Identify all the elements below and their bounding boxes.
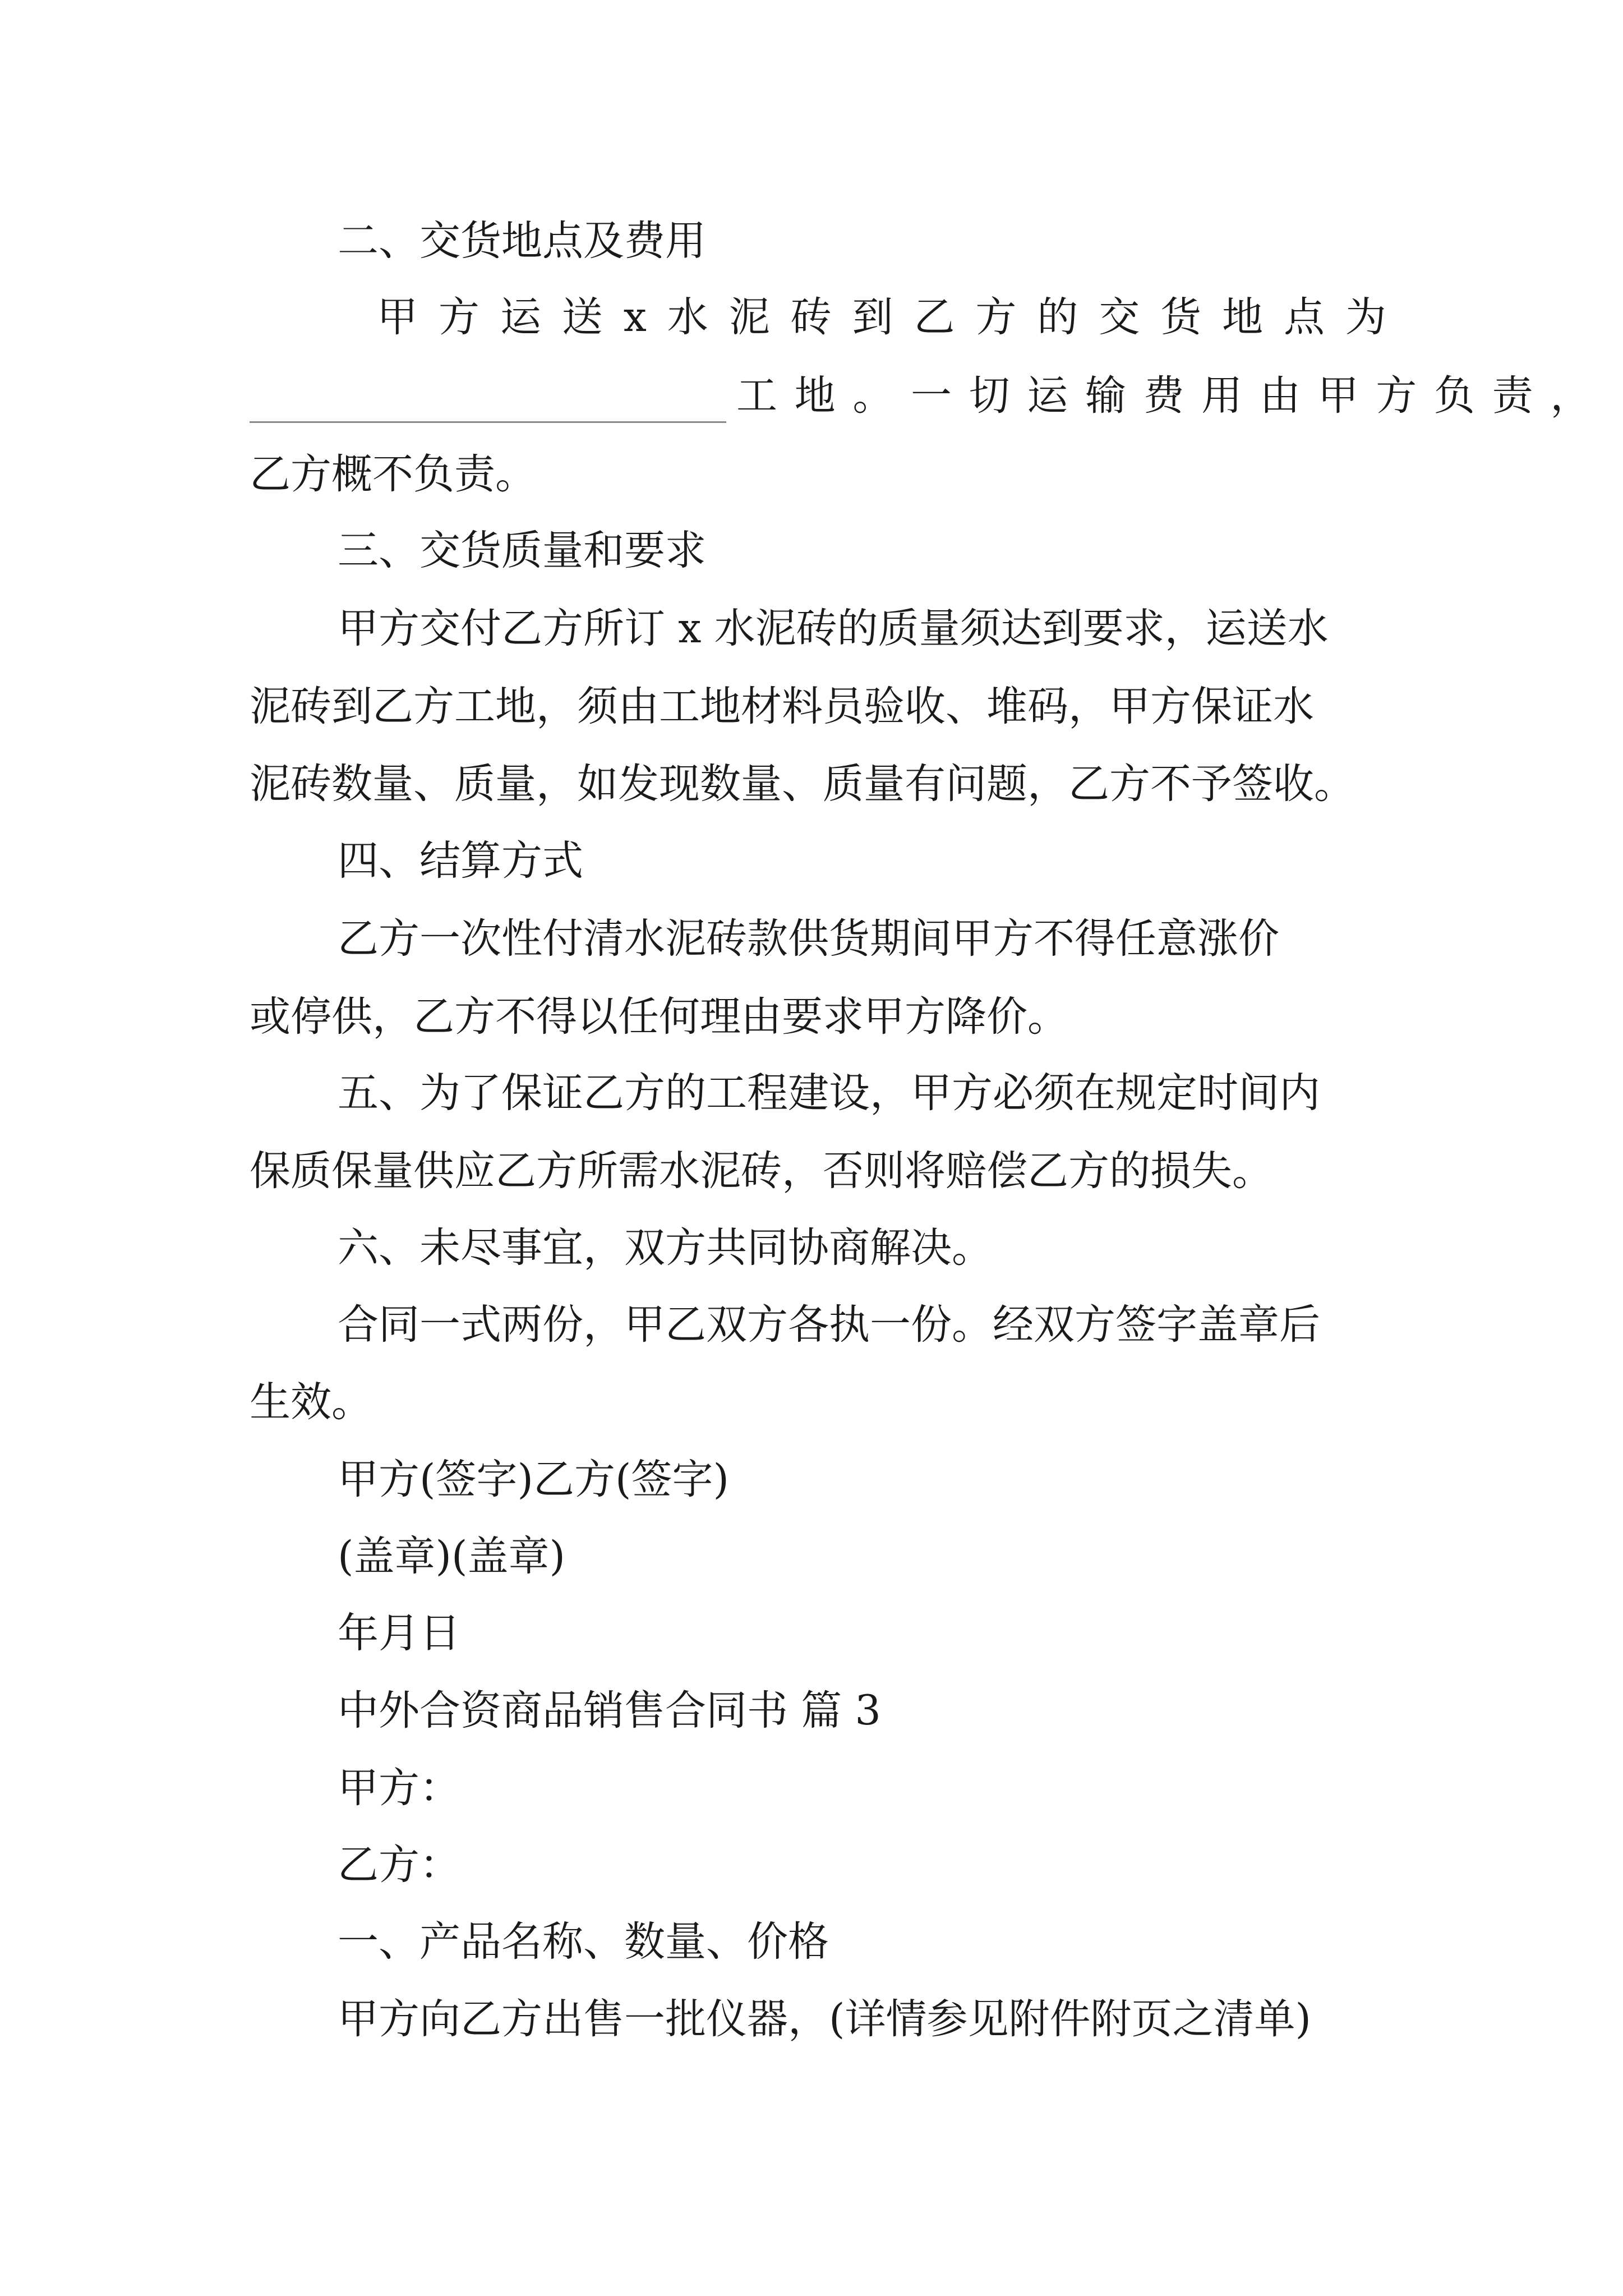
party-a-label: 甲方： [338,1764,460,1812]
party-b-label: 乙方： [338,1841,460,1889]
delivery-paragraph-line-2 [250,369,1608,423]
settlement-paragraph-line-1: 乙方一次性付清水泥砖款供货期间甲方不得任意涨价 [338,915,1279,963]
delivery-site-text: 工地。一切运输费用由甲方负责， [736,372,1608,420]
clause-five-line-1: 五、为了保证乙方的工程建设，甲方必须在规定时间内 [338,1069,1320,1117]
delivery-char: 地 [1222,293,1264,341]
delivery-char: 方 [438,293,479,341]
delivery-char: 方 [975,293,1017,341]
quality-paragraph-line-2: 泥砖到乙方工地，须由工地材料员验收、堆码，甲方保证水 [250,683,1314,730]
quality-paragraph-line-1: 甲方交付乙方所订 x 水泥砖的质量须达到要求，运送水 [338,605,1329,652]
delivery-paragraph-line-1 [377,291,1386,344]
signature-line: 甲方(签字)乙方(签字) [338,1456,729,1503]
section-heading-settlement: 四、结算方式 [338,837,583,885]
delivery-site-blank [250,388,726,423]
delivery-char: 水 [667,293,708,341]
product-paragraph-line-1: 甲方向乙方出售一批仪器，(详情参见附件附页之清单) [338,1995,1311,2043]
delivery-char: 交 [1099,293,1140,341]
delivery-char: 货 [1160,293,1202,341]
copies-clause-line-2: 生效。 [250,1378,372,1426]
date-line: 年月日 [338,1609,460,1657]
clause-six: 六、未尽事宜，双方共同协商解决。 [338,1224,993,1272]
delivery-paragraph-line-3: 乙方概不负责。 [250,450,536,498]
delivery-char: x [623,293,647,341]
delivery-char: 泥 [728,293,770,341]
clause-five-line-2: 保质保量供应乙方所需水泥砖，否则将赔偿乙方的损失。 [250,1147,1273,1195]
contract-title-part-3: 中外合资商品销售合同书 篇 3 [338,1687,881,1734]
settlement-paragraph-line-2: 或停供，乙方不得以任何理由要求甲方降价。 [250,993,1068,1041]
section-heading-product: 一、产品名称、数量、价格 [338,1918,829,1966]
delivery-char: 砖 [790,293,832,341]
delivery-char: 到 [852,293,893,341]
quality-paragraph-line-3: 泥砖数量、质量，如发现数量、质量有问题，乙方不予签收。 [250,760,1355,808]
copies-clause-line-1: 合同一式两份，甲乙双方各执一份。经双方签字盖章后 [338,1301,1320,1349]
section-heading-quality: 三、交货质量和要求 [338,527,706,574]
delivery-char: 乙 [914,293,955,341]
delivery-char: 点 [1284,293,1325,341]
delivery-char: 甲 [377,293,418,341]
section-heading-delivery-place: 二、交货地点及费用 [338,217,706,265]
delivery-char: 送 [561,293,603,341]
delivery-char: 运 [500,293,541,341]
delivery-char: 为 [1345,293,1386,341]
seal-line: (盖章)(盖章) [338,1533,565,1580]
delivery-char: 的 [1037,293,1078,341]
